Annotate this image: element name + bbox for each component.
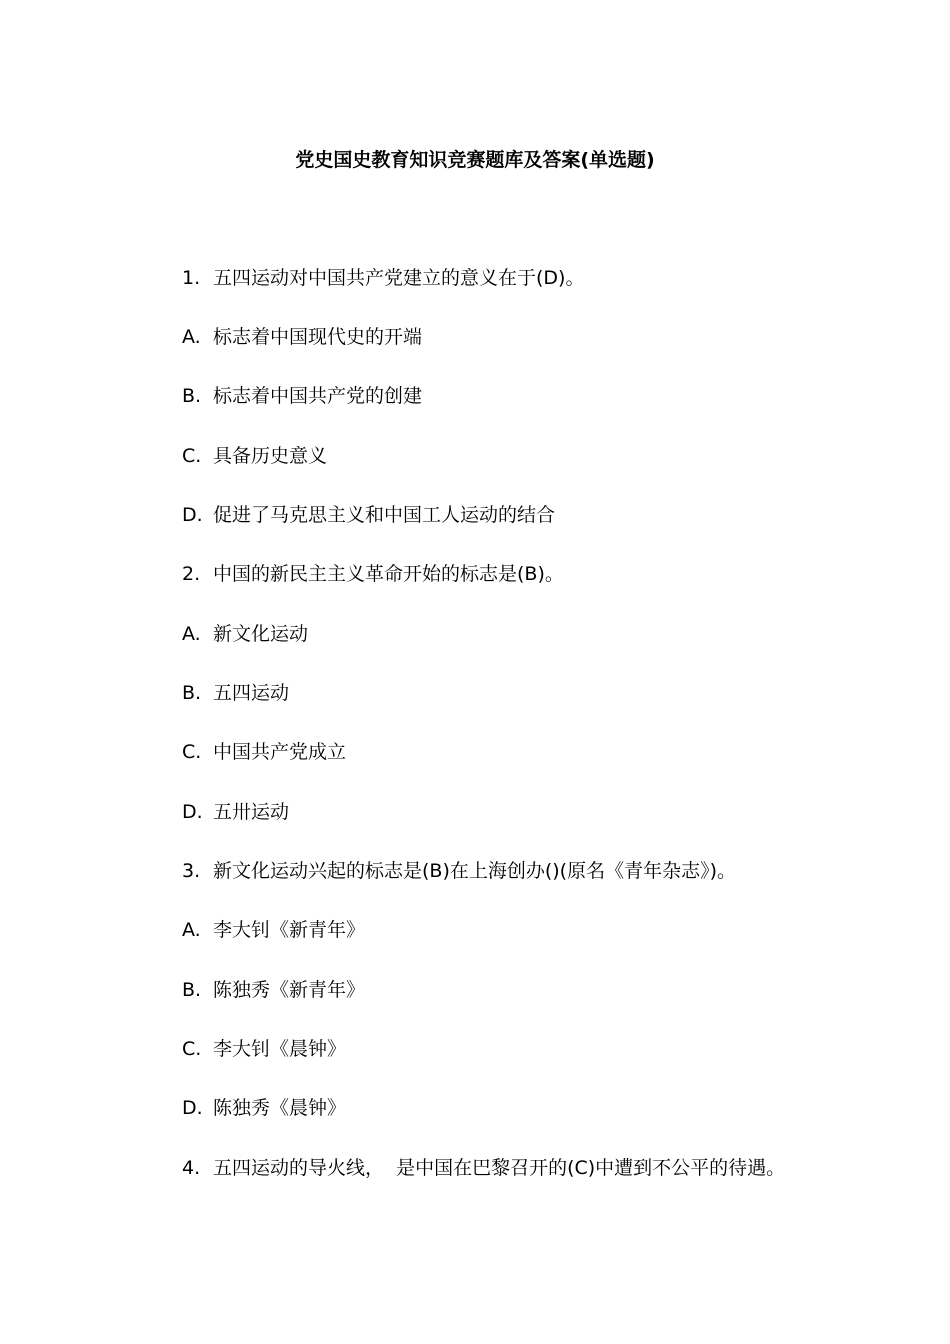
option-1c (182, 442, 327, 470)
option-1d (182, 501, 555, 529)
option-text: 具备历史意义 (213, 445, 328, 467)
option-text: 五卅运动 (213, 801, 290, 823)
option-letter: C. (182, 741, 202, 763)
option-letter: A. (182, 623, 201, 645)
question-text: 五四运动的导火线， 是中国在巴黎召开的(C)中遭到不公平的待遇。 (213, 1157, 786, 1179)
document-title: 党史国史教育知识竞赛题库及答案(单选题) (295, 149, 655, 171)
option-letter: B. (182, 385, 202, 407)
option-text: 标志着中国现代史的开端 (213, 326, 423, 348)
question-number: 3. (182, 860, 201, 882)
option-1b (182, 382, 422, 410)
option-2a (182, 620, 308, 648)
question-2 (182, 560, 564, 588)
question-4 (182, 1154, 785, 1182)
option-letter: D. (182, 504, 203, 526)
option-letter: A. (182, 326, 201, 348)
option-letter: B. (182, 682, 202, 704)
option-3a (182, 916, 365, 944)
option-text: 陈独秀《新青年》 (213, 979, 366, 1001)
option-text: 李大钊《新青年》 (213, 919, 366, 941)
option-2d (182, 798, 289, 826)
question-text: 五四运动对中国共产党建立的意义在于(D)。 (213, 267, 585, 289)
option-letter: D. (182, 801, 203, 823)
option-text: 陈独秀《晨钟》 (213, 1097, 347, 1119)
option-letter: D. (182, 1097, 203, 1119)
option-1a (182, 323, 422, 351)
question-number: 4. (182, 1157, 201, 1179)
option-2b (182, 679, 289, 707)
option-letter: C. (182, 1038, 202, 1060)
question-number: 1. (182, 267, 201, 289)
question-text: 中国的新民主主义革命开始的标志是(B)。 (213, 563, 564, 585)
option-3b (182, 976, 365, 1004)
option-text: 五四运动 (213, 682, 290, 704)
option-3d (182, 1094, 346, 1122)
question-text: 新文化运动兴起的标志是(B)在上海创办()(原名《青年杂志》)。 (213, 860, 737, 882)
question-number: 2. (182, 563, 201, 585)
option-text: 促进了马克思主义和中国工人运动的结合 (213, 504, 556, 526)
question-1 (182, 264, 584, 292)
option-text: 李大钊《晨钟》 (213, 1038, 347, 1060)
option-text: 中国共产党成立 (213, 741, 347, 763)
option-2c (182, 738, 346, 766)
option-letter: B. (182, 979, 202, 1001)
option-letter: C. (182, 445, 202, 467)
option-text: 新文化运动 (213, 623, 309, 645)
option-letter: A. (182, 919, 201, 941)
option-text: 标志着中国共产党的创建 (213, 385, 423, 407)
question-3 (182, 857, 736, 885)
option-3c (182, 1035, 346, 1063)
